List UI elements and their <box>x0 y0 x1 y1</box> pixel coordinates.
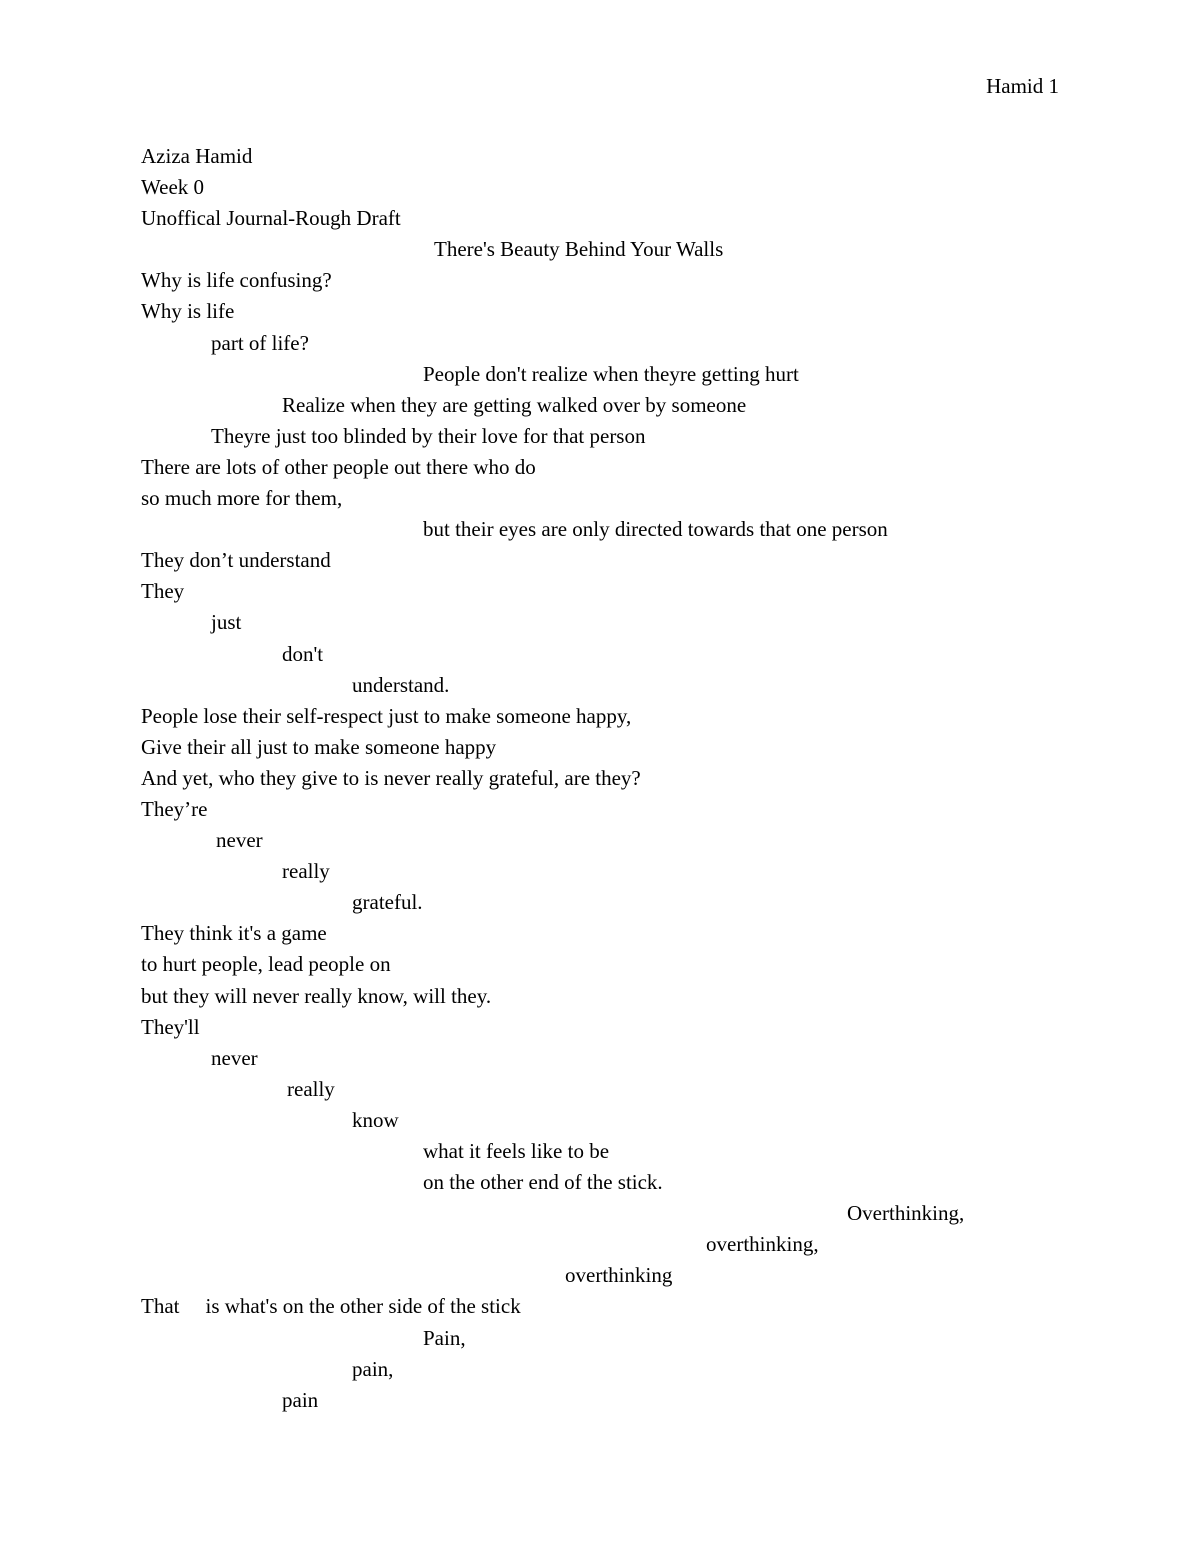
poem-line: just <box>211 610 242 635</box>
poem-line: Give their all just to make someone happy <box>141 734 497 759</box>
poem-line: on the other end of the stick. <box>423 1170 663 1195</box>
poem-line: overthinking <box>565 1263 673 1288</box>
poem-line: They <box>141 579 185 604</box>
poem-line: understand. <box>352 672 450 697</box>
running-head: Hamid 1 <box>986 74 1059 98</box>
poem-line: but they will never really know, will they. <box>141 983 492 1008</box>
poem-line: There are lots of other people out there who do <box>141 454 536 479</box>
poem-line: really <box>282 859 330 884</box>
poem-line-rest: is what's on the other side of the stick <box>205 1294 521 1319</box>
poem-line <box>141 1291 1059 1322</box>
poem-line: They'll <box>141 1014 200 1039</box>
poem-line: don't <box>282 641 324 666</box>
poem-line: Why is life confusing? <box>141 268 332 293</box>
poem-line: Overthinking, <box>847 1201 965 1226</box>
week-label: Week 0 <box>141 175 205 200</box>
poem-line: overthinking, <box>706 1232 819 1257</box>
poem-line: never <box>216 828 263 853</box>
poem-word-that: That <box>141 1294 180 1319</box>
poem-line: grateful. <box>352 890 423 915</box>
poem-title: There's Beauty Behind Your Walls <box>434 237 724 262</box>
poem-line: Realize when they are getting walked over by someone <box>282 392 747 417</box>
poem-line: what it feels like to be <box>423 1139 610 1163</box>
poem-line: Pain, <box>423 1325 466 1350</box>
assignment-label: Unoffical Journal-Rough Draft <box>141 206 401 231</box>
document-body <box>141 141 1059 1416</box>
poem-line: And yet, who they give to is never really grateful, are they? <box>141 765 641 790</box>
poem-line: never <box>211 1045 258 1070</box>
poem-line: know <box>352 1107 399 1132</box>
poem-line: pain <box>282 1387 319 1412</box>
poem-line: People don't realize when theyre getting hurt <box>423 361 799 386</box>
poem-line: Theyre just too blinded by their love for that person <box>211 423 646 448</box>
poem-line: part of life? <box>211 330 309 355</box>
poem-line: but their eyes are only directed towards that one person <box>423 517 888 542</box>
poem-line: Why is life <box>141 299 235 324</box>
poem-line: People lose their self-respect just to make someone happy, <box>141 703 632 728</box>
poem-line: so much more for them, <box>141 486 343 511</box>
poem-line: pain, <box>352 1356 394 1381</box>
author-name: Aziza Hamid <box>141 144 253 168</box>
poem-line: They think it's a game <box>141 921 327 946</box>
poem-line: They don’t understand <box>141 548 331 573</box>
poem-line: really <box>287 1076 335 1101</box>
poem-line: to hurt people, lead people on <box>141 952 391 977</box>
poem-line: They’re <box>141 796 208 821</box>
